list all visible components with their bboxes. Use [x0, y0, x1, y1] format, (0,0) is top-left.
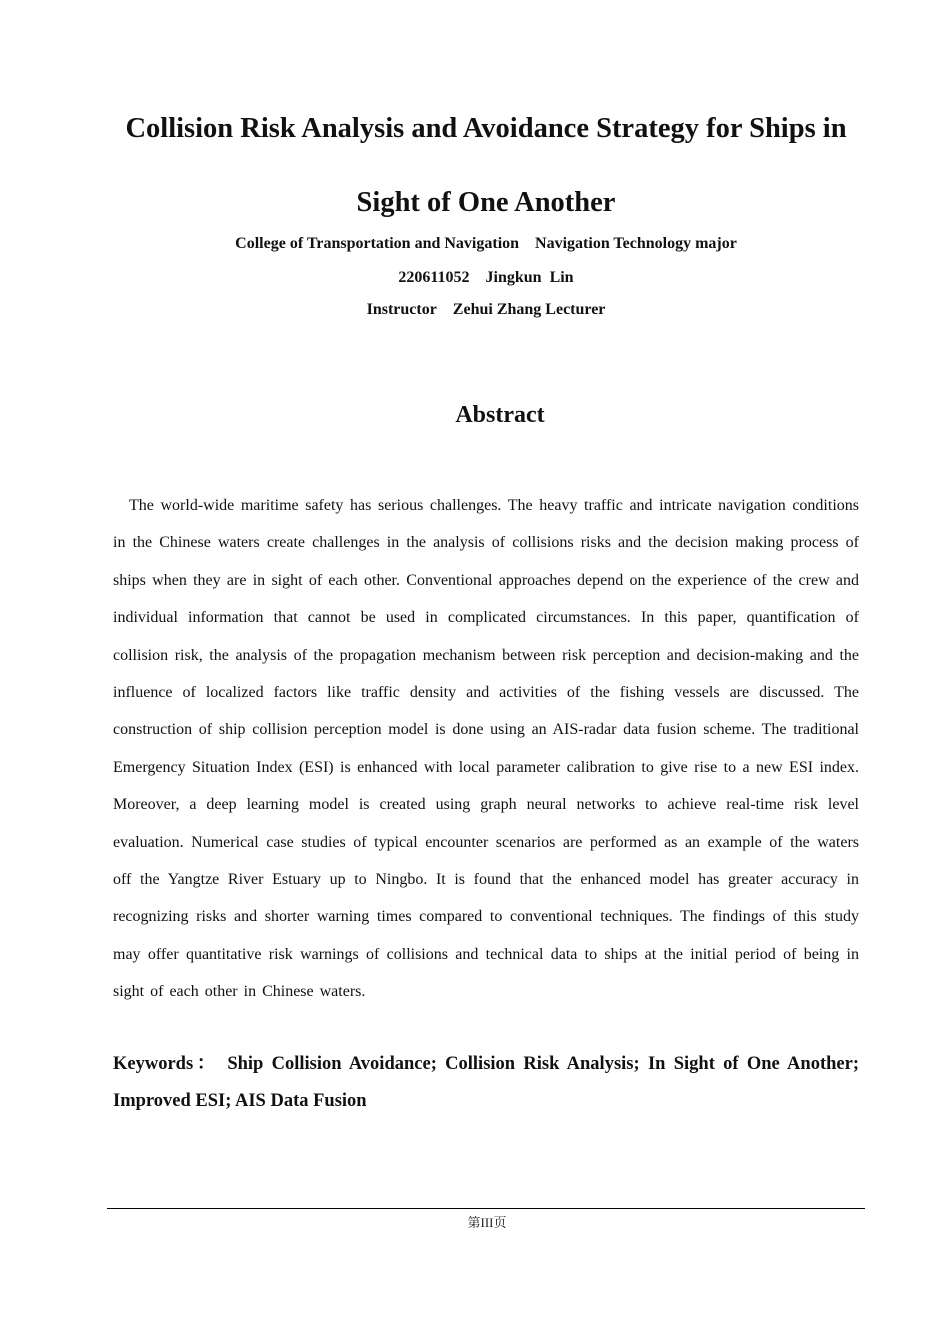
student-line: 220611052 Jingkun Lin [398, 269, 574, 286]
abstract-body: The world-wide maritime safety has serious challenges. The heavy traffic and intricate navigation conditions in the Chinese waters create challenges in the analysis of collisions risks and the decision making process of ships when they are in sight of each other. Conventional approaches depend on the experience of the crew and individual information that cannot be used in complicated circumstances. In this paper, quantification of collision risk, the analysis of the propagation mechanism between risk perception and decision-making and the influence of localized factors like traffic density and activities of the fishing vessels are discussed. The construction of ship collision perception model is done using an AIS-radar data fusion scheme. The traditional Emergency Situation Index (ESI) is enhanced with local parameter calibration to give rise to a new ESI index. Moreover, a deep learning model is created using graph neural networks to achieve real-time risk level evaluation. Numerical case studies of typical encounter scenarios are performed as an example of the waters off the Yangtze River Estuary up to Ningbo. It is found that the enhanced model has greater accuracy in recognizing risks and shorter warning times compared to conventional techniques. The findings of this study may offer quantitative risk warnings of collisions and technical data to ships at the initial period of being in sight of each other in Chinese waters. [113, 497, 859, 1001]
footer-divider [107, 1208, 865, 1209]
abstract-heading: Abstract [455, 402, 545, 428]
college-line: College of Transportation and Navigation Navigation Technology major [235, 235, 737, 252]
instructor-line: Instructor Zehui Zhang Lecturer [366, 301, 606, 318]
keywords: Keywords： Ship Collision Avoidance; Collision Risk Analysis; In Sight of One Another; Improved ESI; AIS Data Fusion [113, 1054, 859, 1112]
document-title: Collision Risk Analysis and Avoidance Strategy for Ships in Sight of One Another [125, 113, 847, 218]
page-number: 第III页 [467, 1215, 507, 1230]
